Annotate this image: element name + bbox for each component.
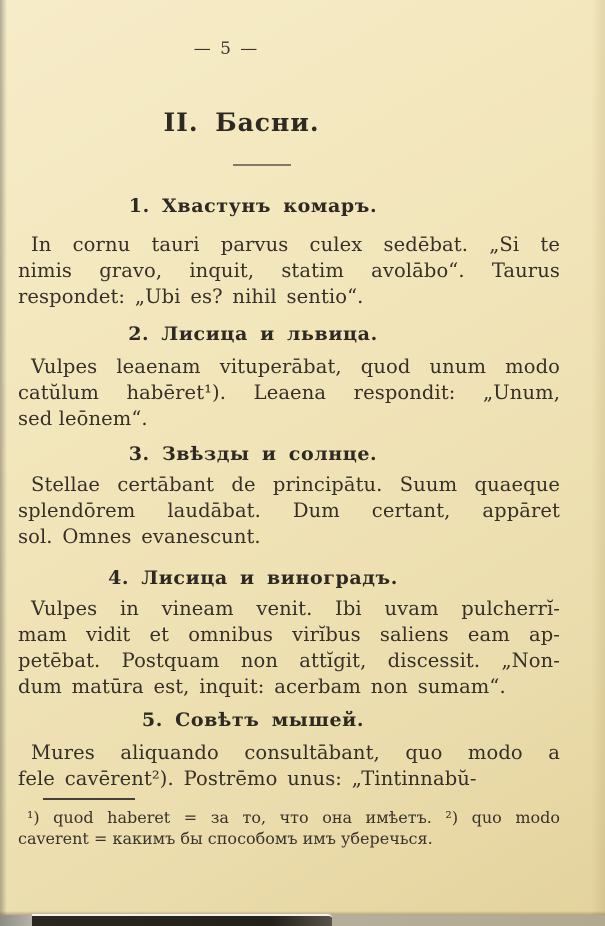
text-line: nimis gravo, inquit, statim avolābo“. Taurus [18, 259, 560, 282]
text-line: Vulpes in vineam venit. Ibi uvam pulcherrĭ- [31, 597, 560, 620]
title-divider [233, 164, 291, 166]
scan-bottom-dark-band [32, 914, 332, 926]
fable-section-5 [18, 708, 560, 792]
text-line: sol. Omnes evanescunt. [18, 525, 261, 548]
fable-paragraph [18, 740, 560, 792]
fable-paragraph [18, 596, 560, 700]
fable-heading: 3. Звѣзды и солнце. [128, 443, 378, 465]
fable-heading: 5. Совѣтъ мышей. [141, 709, 365, 731]
text-line: petēbat. Postquam non attĭgit, discessit. „Non- [18, 649, 560, 672]
text-line: catŭlum habēret¹). Leaena respondit: „Unum, [18, 381, 560, 404]
fable-paragraph [18, 354, 560, 432]
fable-paragraph [18, 232, 560, 310]
text-line: Stellae certābant de principātu. Suum quaeque [31, 473, 560, 496]
fable-section-3 [18, 442, 560, 550]
fable-heading: 1. Хвастунъ комаръ. [128, 195, 378, 217]
scan-right-edge [591, 0, 605, 926]
text-line: dum matūra est, inquit: acerbam non sumam“. [18, 675, 506, 698]
text-line: In cornu tauri parvus culex sedēbat. „Si te [31, 233, 560, 256]
text-line: Vulpes leaenam vituperābat, quod unum modo [31, 355, 560, 378]
footnote [18, 807, 560, 849]
page-number: — 5 — [193, 39, 260, 59]
fable-paragraph [18, 472, 560, 550]
footnote-line: caverent = какимъ бы способомъ имъ уберечься. [18, 829, 433, 848]
chapter-title: II. Басни. [163, 108, 320, 137]
text-line: fele cavērent²). Postrēmo unus: „Tintinnabŭ- [18, 767, 477, 790]
text-line: mam vidit et omnibus virĭbus saliens eam ap- [18, 623, 560, 646]
text-line: splendōrem laudābat. Dum certant, appāret [18, 499, 560, 522]
fable-section-1 [18, 194, 560, 310]
fable-heading: 4. Лисица и виноградъ. [108, 567, 398, 589]
footnote-divider [43, 798, 135, 800]
text-line: respondet: „Ubi es? nihil sentio“. [18, 285, 364, 308]
fable-heading: 2. Лисица и львица. [128, 323, 378, 345]
scan-left-edge [0, 0, 7, 926]
fable-section-2 [18, 322, 560, 432]
text-line: sed leōnem“. [18, 407, 148, 430]
footnote-line: ¹) quod haberet = за то, что она имѣетъ. ²) quo modo [27, 808, 560, 827]
text-line: Mures aliquando consultābant, quo modo a [31, 741, 560, 764]
fable-section-4 [18, 566, 560, 700]
